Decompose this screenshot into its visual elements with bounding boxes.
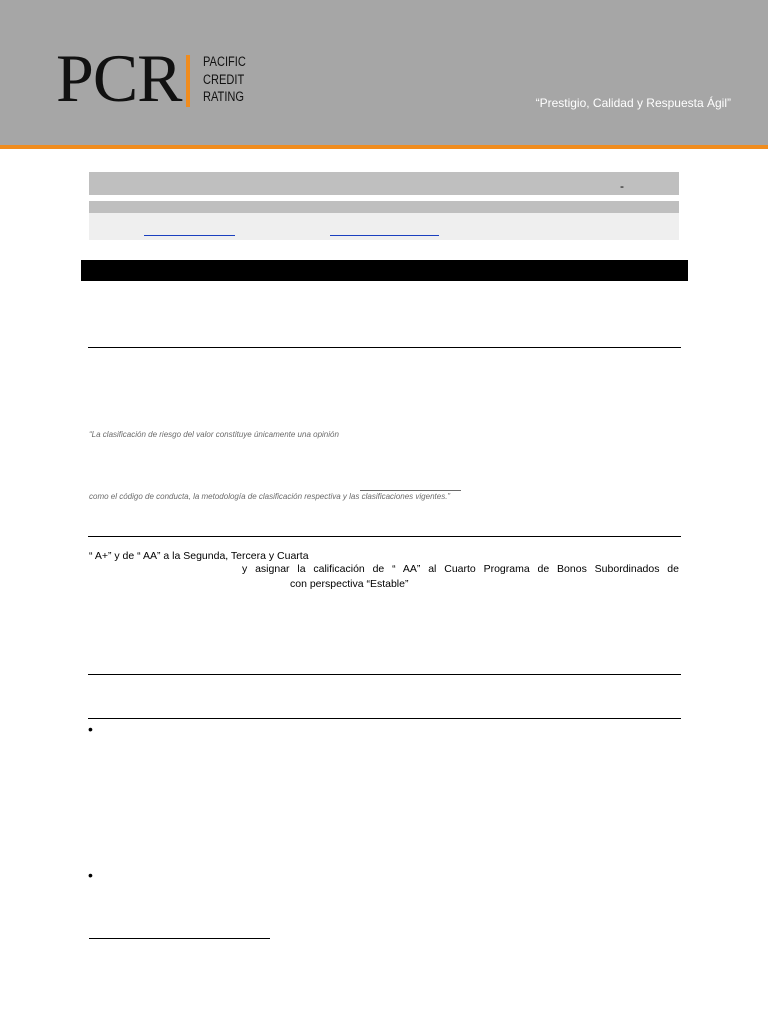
disclaimer-line-2: como el código de conducta, la metodología de clasificación respectiva y las clasificaciones vigentes.” (89, 492, 451, 501)
info-row-separator (89, 201, 679, 213)
disclaimer-link-underline[interactable] (360, 490, 461, 491)
logo-pcr: PCR (56, 40, 182, 116)
section-header-bar (81, 260, 688, 281)
info-dash: - (620, 179, 624, 193)
page-header (0, 0, 768, 149)
rating-line-3: con perspectiva “Estable” (290, 578, 409, 590)
logo-subtitle-line: PACIFIC (203, 54, 246, 69)
footnote-separator (89, 938, 270, 939)
section-divider (88, 536, 681, 537)
section-divider (88, 674, 681, 675)
section-divider (88, 718, 681, 719)
rating-line-2: y asignar la calificación de “ AA” al Cuarto Programa de Bonos Subordinados de (242, 563, 679, 575)
section-divider (88, 347, 681, 348)
logo-divider (186, 55, 190, 107)
info-row-title (89, 172, 679, 195)
rating-line-1: “ A+” y de “ AA” a la Segunda, Tercera y Cuarta (89, 550, 309, 562)
logo-subtitle-line: RATING (203, 89, 244, 104)
logo-subtitle (203, 53, 246, 106)
email-link-1[interactable] (144, 235, 235, 236)
bullet-point: • (88, 867, 93, 883)
email-link-2[interactable] (330, 235, 439, 236)
disclaimer-line-1: “La clasificación de riesgo del valor constituye únicamente una opinión (89, 430, 339, 439)
logo-subtitle-line: CREDIT (203, 71, 245, 87)
tagline: “Prestigio, Calidad y Respuesta Ágil” (535, 96, 731, 110)
bullet-point: • (88, 721, 93, 737)
